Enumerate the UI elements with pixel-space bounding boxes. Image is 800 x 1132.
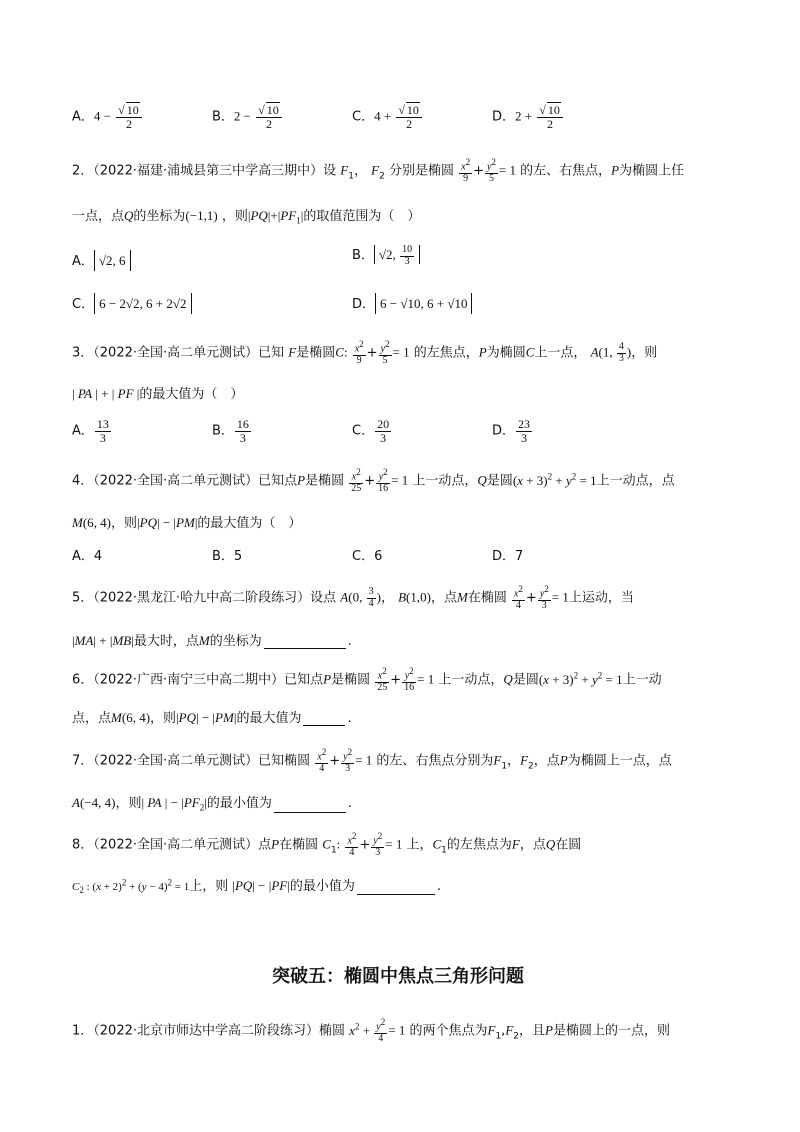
q2-line1: 2．（2022·福建·浦城县第三中学高三期中）设 $F_1$， $F_2$ 分别是椭圆 $\frac{x^2}{9}$ + $\frac{y^2}{5}$ = 1 的左、右焦点，P为椭圆上任 [72,157,685,184]
fraction: $\frac{√ 10}{2}$ [116,104,142,130]
q1-option-d: D．2 + $\frac{√ 10}{2}$ [492,104,564,130]
q6-line2: 点，点M(6, 4)，则|PQ| − |PM|的最大值为 . [72,710,352,726]
q4-line2: M(6, 4)，则|PQ| − |PM|的最大值为（ ） [72,515,302,531]
q1-option-a: A．4 − $\frac{√ 10}{2}$ [72,104,143,130]
q5-line1: 5．（2022·黑龙江·哈九中高二阶段练习）设点 A(0, $\frac{3}{4}$ )， B(1,0)，点M在椭圆 $\frac{x^2}{4}$ + $\frac{y^2}{3}$ = 1上运动，当 [72,584,634,611]
q8-line1: 8．（2022·全国·高二单元测试）点P在椭圆 $C_1$: $\frac{x^2}{4}$ + $\frac{y^2}{3}$ = 1 上，$C_1$的左焦点为F，点Q在圆 [72,831,582,858]
q3-line2: | PA | + | PF |的最大值为（ ） [72,386,244,402]
q1-option-c: C．4 + $\frac{√ 10}{2}$ [352,104,423,130]
q3-option-d: D． $\frac{23}{3}$ [492,417,531,445]
q4-option-b: B．5 [212,549,243,564]
q4-option-c: C．6 [352,549,383,564]
q3-line1: 3．（2022·全国·高二单元测试）已知 F是椭圆C: $\frac{x^2}{9}$ + $\frac{y^2}{5}$ = 1 的左焦点，P为椭圆C上一点， A(1, $\frac{4}{3}$ )，则 [72,339,658,366]
q3-option-c: C． $\frac{20}{3}$ [352,417,390,445]
q6-line1: 6．（2022·广西·南宁三中高二期中）已知点P是椭圆 $\frac{x^2}{25}$ + $\frac{y^2}{16}$ = 1 上一动点，Q是圆$(x + 3)^2 + y^2 = 1$上一动 [72,666,662,693]
q2-option-b: B． √2, $\frac{10}{3}$ [352,244,420,267]
q2-option-c: C． 6 − 2√2, 6 + 2√2 [72,293,192,312]
q3-option-a: A． $\frac{13}{3}$ [72,417,109,445]
q8-line2: $C_2$ : $(x + 2)^2 + (y - 4)^2 = 1$上，则 |PQ| − |PF|的最小值为 . [72,877,442,896]
q1-option-b: B．2 − $\frac{√ 10}{2}$ [212,104,283,130]
section-title: 突破五：椭圆中焦点三角形问题 [272,966,524,987]
q4-option-a: A．4 [72,549,103,564]
q2-option-a: A． √2, 6 [72,250,131,269]
q7-line1: 7．（2022·全国·高二单元测试）已知椭圆 $\frac{x^2}{4}$ + $\frac{y^2}{3}$ = 1 的左、右焦点分别为$F_1$，$F_2$，点P为椭圆上一点，点 [72,747,672,774]
q4-line1: 4．（2022·全国·高二单元测试）已知点P是椭圆 $\frac{x^2}{25}$ + $\frac{y^2}{16}$ = 1 上一动点，Q是圆$(x + 3)^2 + y^2 = 1$上一动点，点 [72,467,675,494]
q4-option-d: D．7 [492,549,524,564]
q7-line2: A(−4, 4)，则| PA | − $|PF_2|$的最小值为 . [72,795,352,813]
s1-line1: 1．（2022·北京市师达中学高二阶段练习）椭圆 $x^2$ + $\frac{y^2}{4}$ = 1 的两个焦点为$F_1,F_2$，且P是椭圆上的一点，则 [72,1017,670,1044]
q3-option-b: B． $\frac{16}{3}$ [212,417,249,445]
q2-option-d: D． 6 − √10, 6 + √10 [352,293,472,312]
q5-line2: |MA| + |MB|最大时，点M的坐标为 . [72,633,352,649]
q2-line2: 一点，点Q的坐标为(−1,1) ，则$|PQ|+|PF_1|$的取值范围为（ ） [72,208,421,226]
